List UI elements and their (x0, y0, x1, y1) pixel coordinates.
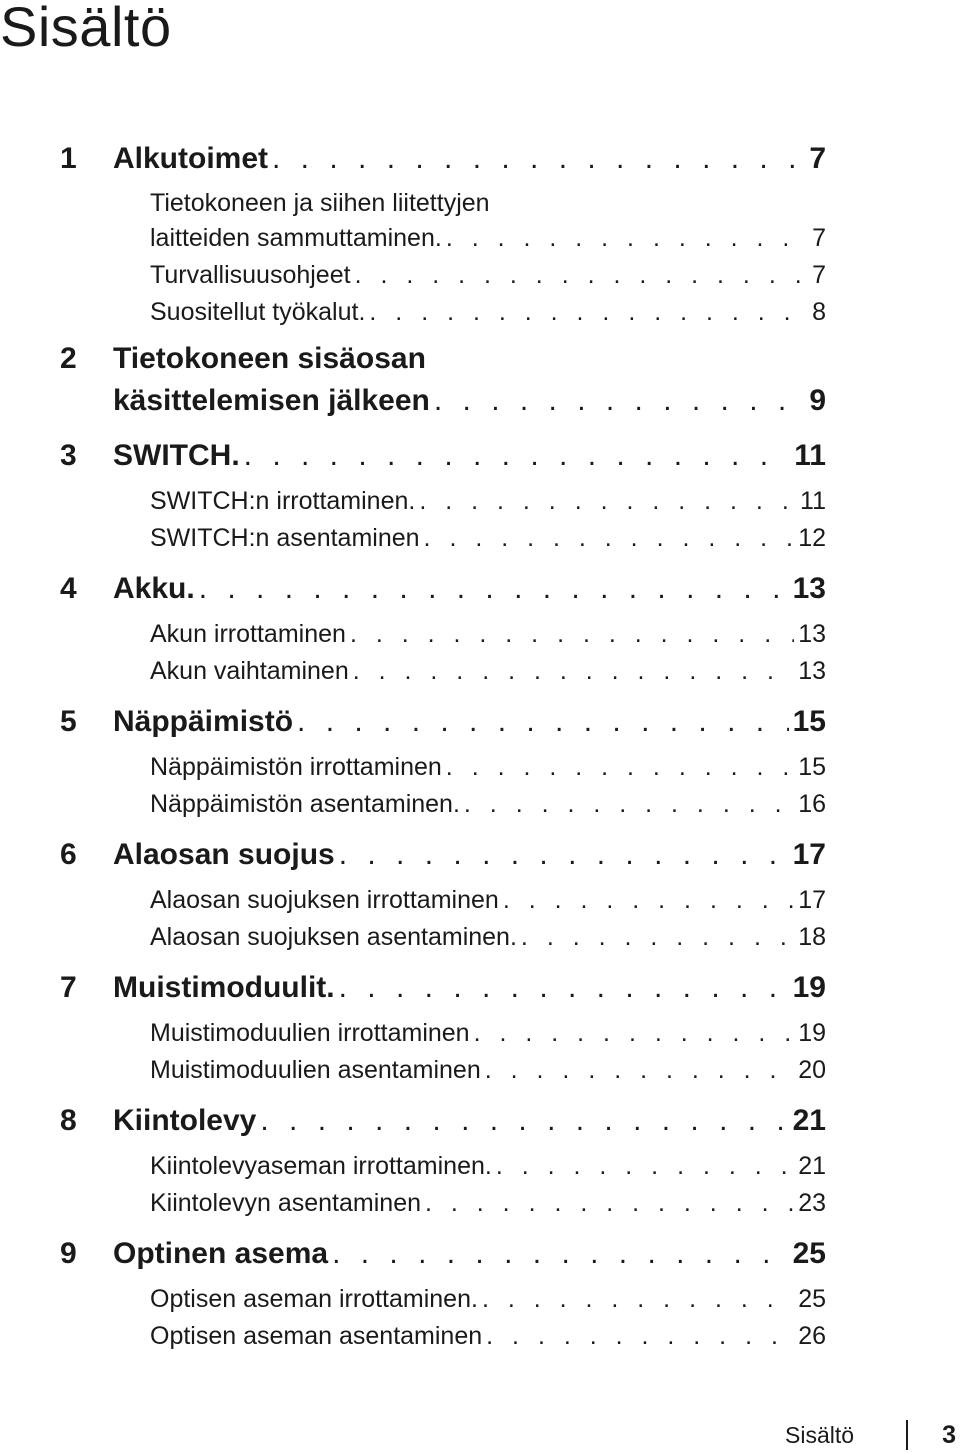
toc-section[interactable] (60, 749, 826, 786)
dot-leader (332, 1231, 789, 1277)
chapter-number: 3 (60, 439, 77, 472)
toc-section[interactable] (60, 1148, 826, 1185)
section-page-number: 25 (798, 1285, 826, 1313)
dot-leader (339, 832, 789, 878)
dot-leader (446, 749, 794, 786)
section-page-number: 18 (798, 923, 826, 951)
toc-chapter-8[interactable] (60, 1098, 826, 1144)
chapter-number: 7 (60, 971, 77, 1004)
dot-leader (353, 653, 794, 690)
dot-leader (297, 699, 789, 745)
toc-chapter-3[interactable] (60, 433, 826, 479)
table-of-contents (60, 136, 826, 1355)
toc-section[interactable] (60, 483, 826, 520)
toc-section[interactable] (60, 616, 826, 653)
section-title: Suositellut työkalut. (150, 298, 366, 326)
footer-divider (906, 1420, 908, 1450)
chapter-title: Alkutoimet (113, 142, 269, 175)
toc-section[interactable] (60, 919, 826, 956)
chapter-page-number: 11 (794, 439, 826, 472)
section-title: Näppäimistön irrottaminen (150, 753, 442, 781)
toc-section[interactable] (60, 653, 826, 690)
section-title: Optisen aseman asentaminen (150, 1322, 483, 1350)
chapter-title: Kiintolevy (113, 1104, 257, 1137)
chapter-title-line: Tietokoneen sisäosan (113, 342, 426, 375)
toc-chapter-5[interactable] (60, 699, 826, 745)
chapter-number: 8 (60, 1104, 77, 1137)
toc-chapter-7[interactable] (60, 965, 826, 1011)
section-page-number: 11 (800, 487, 826, 515)
dot-leader (464, 786, 794, 823)
toc-chapter-9[interactable] (60, 1231, 826, 1277)
toc-section[interactable] (60, 1318, 826, 1355)
chapter-title: Muistimoduulit. (113, 971, 335, 1004)
toc-section[interactable] (60, 786, 826, 823)
chapter-title: Akku. (113, 572, 195, 605)
chapter-number: 4 (60, 572, 77, 605)
chapter-number: 5 (60, 705, 77, 738)
chapter-page-number: 19 (792, 971, 826, 1004)
section-page-number: 7 (812, 224, 826, 252)
section-title: Alaosan suojuksen asentaminen. (150, 923, 517, 951)
dot-leader (260, 1098, 788, 1144)
section-title: Optisen aseman irrottaminen. (150, 1285, 478, 1313)
toc-section[interactable] (60, 1052, 826, 1089)
toc-section[interactable] (60, 1185, 826, 1222)
chapter-number: 6 (60, 838, 77, 871)
section-page-number: 8 (812, 298, 826, 326)
section-title: SWITCH:n asentaminen (150, 524, 420, 552)
dot-leader (486, 1318, 794, 1355)
toc-section[interactable] (60, 257, 826, 294)
toc-section[interactable] (60, 1015, 826, 1052)
section-title: Muistimoduulien asentaminen (150, 1056, 481, 1084)
section-page-number: 23 (798, 1189, 826, 1217)
chapter-page-number: 21 (792, 1104, 826, 1137)
dot-leader (521, 919, 794, 956)
footer-section-name: Sisältö (785, 1421, 855, 1448)
section-page-number: 20 (798, 1056, 826, 1084)
chapter-page-number: 9 (809, 384, 826, 417)
toc-section[interactable] (60, 1281, 826, 1318)
chapter-number: 9 (60, 1237, 77, 1270)
toc-chapter-1[interactable] (60, 136, 826, 182)
section-title: Näppäimistön asentaminen. (150, 790, 460, 818)
toc-section[interactable] (60, 220, 826, 257)
dot-leader (419, 483, 796, 520)
section-page-number: 13 (798, 657, 826, 685)
dot-leader (272, 136, 805, 182)
section-title: Alaosan suojuksen irrottaminen (150, 886, 499, 914)
dot-leader (496, 1148, 794, 1185)
dot-leader (355, 257, 809, 294)
section-title: laitteiden sammuttaminen. (150, 224, 442, 252)
section-page-number: 13 (798, 620, 826, 648)
section-page-number: 12 (798, 524, 826, 552)
page-title: Sisältö (0, 0, 172, 58)
chapter-title: SWITCH. (113, 439, 240, 472)
dot-leader (244, 433, 791, 479)
section-title: Kiintolevyn asentaminen (150, 1189, 421, 1217)
footer-page-number: 3 (942, 1420, 956, 1449)
section-title: Akun vaihtaminen (150, 657, 349, 685)
dot-leader (199, 566, 789, 612)
section-page-number: 26 (798, 1322, 826, 1350)
dot-leader (424, 520, 795, 557)
chapter-title: käsittelemisen jälkeen (113, 384, 430, 417)
section-page-number: 7 (812, 261, 826, 289)
dot-leader (485, 1052, 794, 1089)
toc-section-title-line[interactable]: Tietokoneen ja siihen liitettyjen (150, 189, 490, 217)
chapter-number: 1 (60, 142, 77, 175)
section-title: SWITCH:n irrottaminen. (150, 487, 416, 515)
chapter-number: 2 (60, 342, 77, 375)
chapter-title: Optinen asema (113, 1237, 329, 1270)
chapter-title: Alaosan suojus (113, 838, 335, 871)
chapter-page-number: 25 (792, 1237, 826, 1270)
chapter-title: Näppäimistö (113, 705, 294, 738)
toc-chapter-4[interactable] (60, 566, 826, 612)
toc-section[interactable] (60, 882, 826, 919)
dot-leader (434, 378, 805, 424)
dot-leader (482, 1281, 794, 1318)
dot-leader (425, 1185, 794, 1222)
dot-leader (350, 616, 794, 653)
toc-chapter-2-first-line[interactable] (60, 340, 826, 378)
chapter-page-number: 17 (792, 838, 826, 871)
section-page-number: 16 (798, 790, 826, 818)
dot-leader (369, 294, 808, 331)
toc-section[interactable] (60, 294, 826, 331)
chapter-page-number: 15 (792, 705, 826, 738)
dot-leader (503, 882, 794, 919)
section-page-number: 19 (798, 1019, 826, 1047)
dot-leader (446, 220, 808, 257)
section-page-number: 21 (798, 1152, 826, 1180)
chapter-page-number: 13 (792, 572, 826, 605)
page-footer (785, 1417, 956, 1453)
toc-section[interactable] (60, 520, 826, 557)
section-title: Kiintolevyaseman irrottaminen. (150, 1152, 492, 1180)
section-title: Muistimoduulien irrottaminen (150, 1019, 470, 1047)
section-page-number: 17 (798, 886, 826, 914)
section-page-number: 15 (798, 753, 826, 781)
chapter-page-number: 7 (809, 142, 826, 175)
dot-leader (339, 965, 789, 1011)
toc-chapter-6[interactable] (60, 832, 826, 878)
section-title: Turvallisuusohjeet (150, 261, 351, 289)
toc-chapter-2[interactable] (60, 378, 826, 424)
section-title: Akun irrottaminen (150, 620, 346, 648)
dot-leader (474, 1015, 795, 1052)
